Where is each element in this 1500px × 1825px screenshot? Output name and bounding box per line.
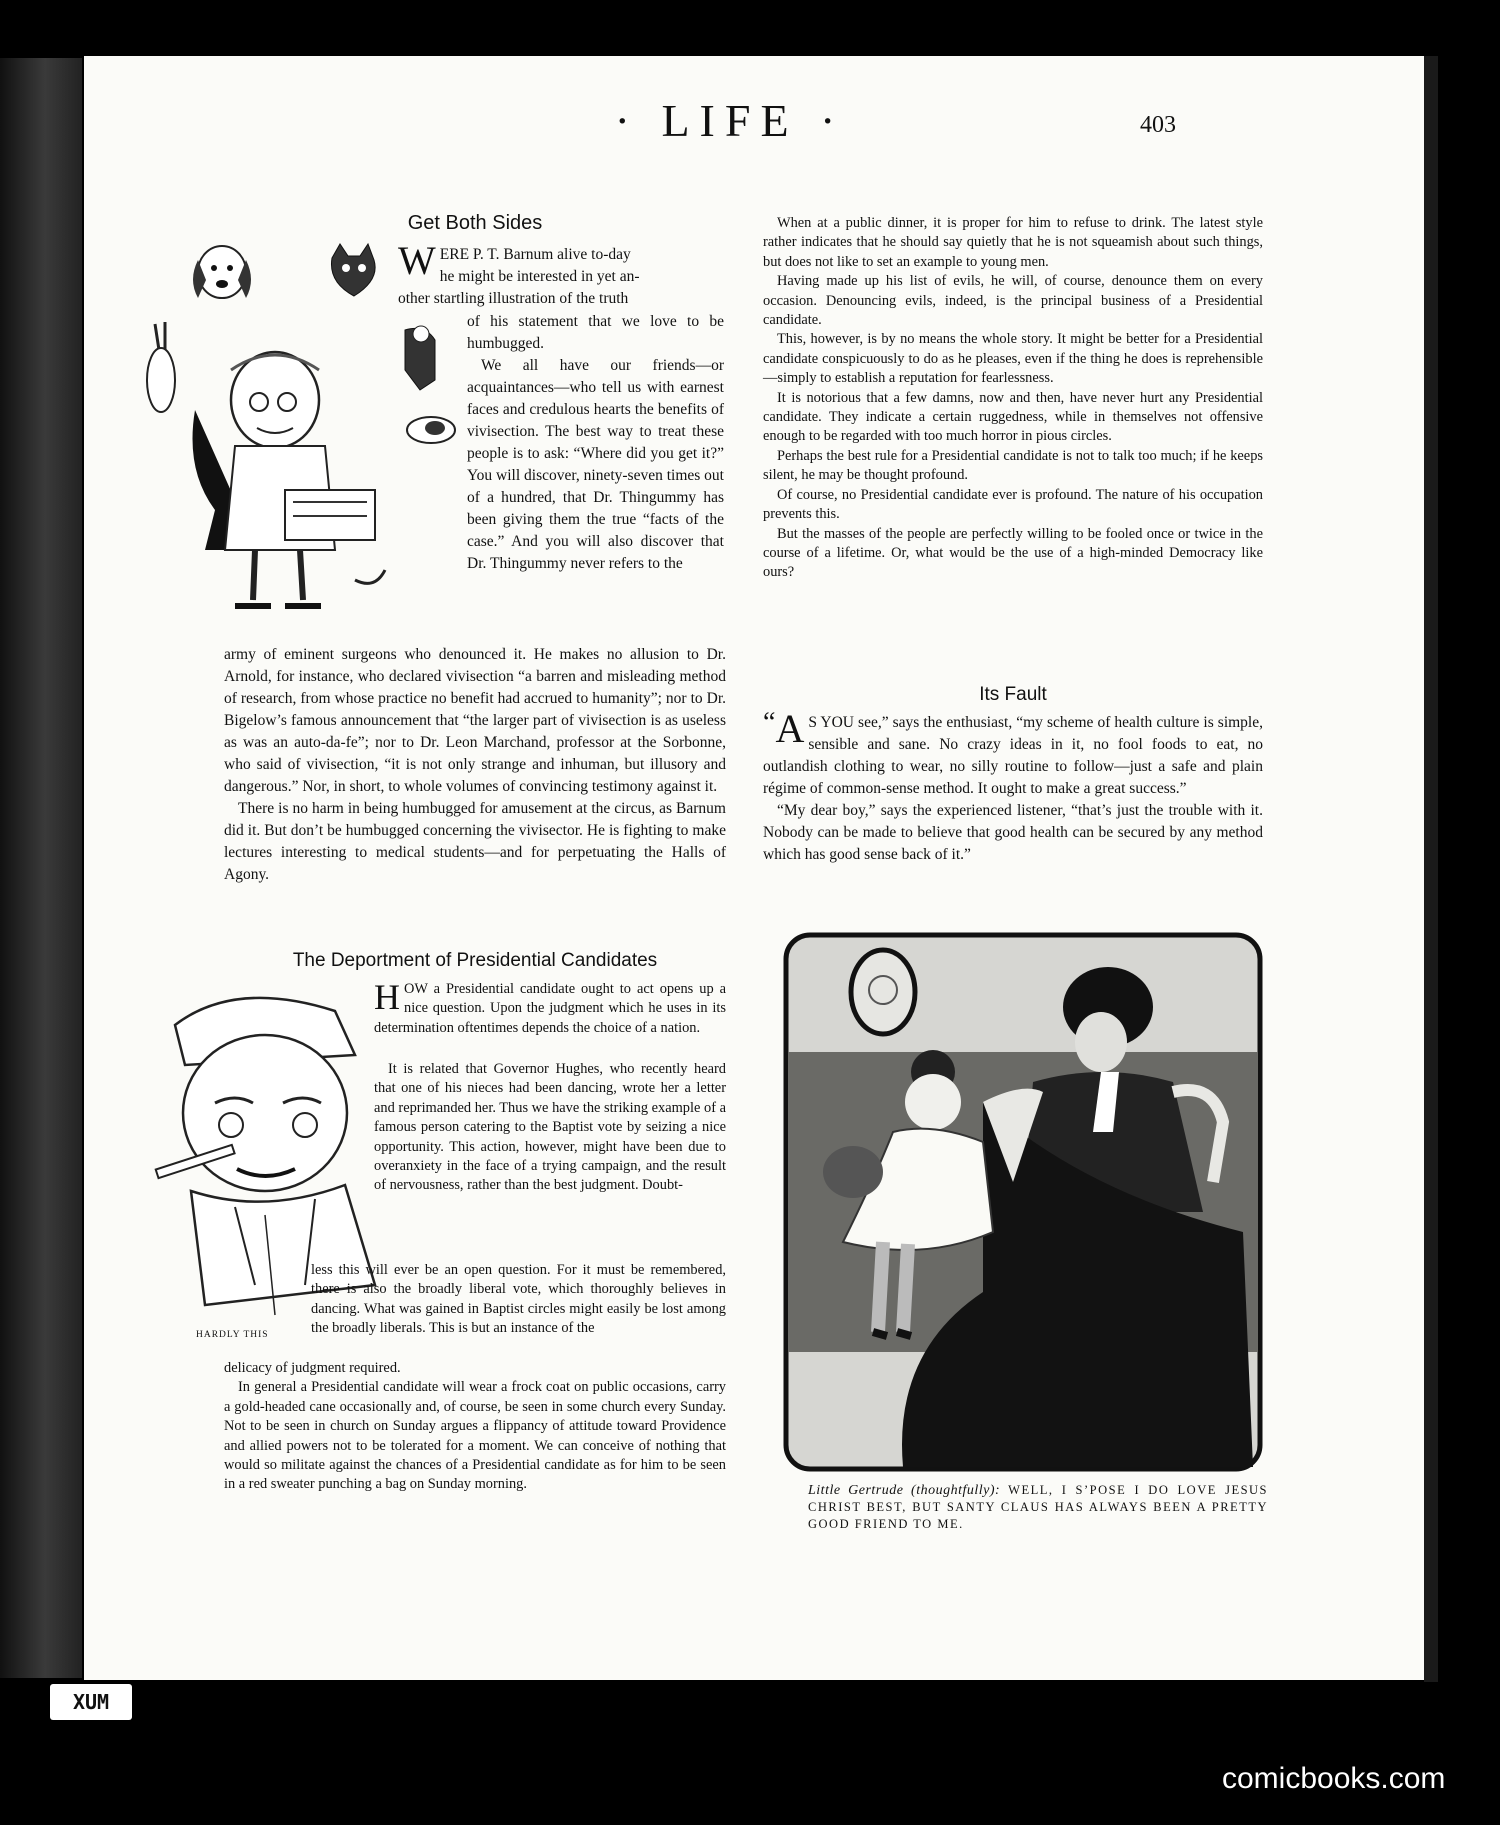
article2-para2-narrow: It is related that Governor Hughes, who recently heard that one of his nieces had been dancing, wrote her a letter and reprimanded her. Thus we have the striking example of a famous person catering to the Baptist vote by seizing a nice opportunity. This action, however, might have been due to overanxiety in the face of a trying campaign, and the result of nervousness, rather than the best judgment. Doubt- [374, 1061, 726, 1194]
page-edge [1424, 56, 1438, 1682]
page-number: 403 [1140, 112, 1176, 138]
illustration-caption-hardly-this: HARDLY THIS [196, 1330, 269, 1340]
eagle-icon [405, 326, 435, 390]
dropcap-a: A [775, 706, 805, 751]
cat-head-icon [331, 244, 375, 296]
continued-para: Of course, no Presidential candidate ever is profound. The nature of his occupation prevents this. [763, 486, 1263, 523]
binding-edge [0, 58, 82, 1678]
article-title-its-fault: Its Fault [979, 684, 1047, 705]
framed-portrait [851, 950, 915, 1034]
continued-para: This, however, is by no means the whole story. It might be better for a Presidential candidate conspicuously to do as he pleases, even if the thing he does is reprehensible—simply to establish a reputation for fearlessness. [763, 331, 1263, 387]
article2-para1: OW a Presidential candidate ought to act opens up a nice question. Upon the judgment which he uses in its determination oftentimes depends the choice of a nation. [374, 981, 726, 1036]
continued-para: Perhaps the best rule for a Presidential candidate is not to talk too much; if he keeps silent, he may be thought profound. [763, 447, 1263, 484]
article1-para3: There is no harm in being humbugged for amusement at the circus, as Barnum did it. But don’t be humbugged concerning the vivisector. He is fighting to make lectures interesting to medical students—and for perpetuating the Halls of Agony. [224, 800, 726, 883]
article2-para3: In general a Presidential candidate will wear a frock coat on public occasions, carry a gold-headed cane occasionally and, of course, be seen in some church every Sunday. Not to be seen in church on Sunday argues a flippancy of attitude toward Providence and allied powers not to be tolerated for a moment. We can conceive of nothing that would so militate against the chances of a Presidential candidate as for him to be seen in a red sweater punching a bag on Sunday morning. [224, 1379, 726, 1493]
article3-para2: “My dear boy,” says the experienced listener, “that’s just the trouble with it. Nobody can be made to believe that good health can be secured by any method which has good sense back of it.” [763, 802, 1263, 863]
caption-speaker: Little Gertrude (thoughtfully): [808, 1483, 1001, 1498]
dropcap-h: H [374, 977, 400, 1017]
article1-para2-full: army of eminent surgeons who denounced it. He makes no allusion to Dr. Arnold, for instance, who declared vivisection “a barren and misleading method of research, from whose practice no benefit had accrued to humanity”; nor to Dr. Bigelow’s famous announcement that “the larger part of vivisection is as useless as was an auto-da-fe”; nor to Dr. Leon Marchand, professor at the Sorbonne, who said of vivisection, “it is not only strange and inhuman, but illusory and dangerous.” Nor, in short, to whole volumes of convincing testimony against it. [224, 646, 726, 795]
caption-text: WELL, I S’POSE I DO LOVE JESUS CHRIST BEST, BUT SANTY CLAUS HAS ALWAYS BEEN A PRETTY GOOD FRIEND TO ME. [808, 1483, 1269, 1531]
article3-para1: S YOU see,” says the enthusiast, “my scheme of health culture is simple, sensible and sane. No crazy ideas in it, no fool foods to eat, no outlandish clothing to wear, no silly routine to follow—just a safe and plain régime of common-sense method. It ought to make a great success.” [763, 714, 1263, 797]
continued-para: It is notorious that a few damns, now and then, have never hurt any Presidential candidate. They indicate a certain ruggedness, while in themselves not offensive enough to be regarded with too much horror in pious circles. [763, 389, 1263, 445]
article-title-deportment: The Deportment of Presidential Candidates [292, 950, 658, 971]
teddy-bear-icon [823, 1146, 883, 1198]
article1-para1-rest: of his statement that we love to be humbugged. [467, 313, 724, 352]
article2-para2-mid: less this will ever be an open question. For it must be remembered, there is also the broadly liberal vote, which thoroughly believes in dancing. What was gained in Baptist circles might easily be lost among the broadly liberals. This is but an instance of the [311, 1262, 726, 1337]
watermark-brand: comicbooks.com [1222, 1762, 1446, 1795]
little-gertrude-cartoon [783, 932, 1263, 1472]
cartoon-caption [808, 1482, 1268, 1533]
article1-para2-wrap: We all have our friends—or acquaintances—who tell us with earnest faces and credulous hearts the benefits of vivisection. The best way to treat these people is to ask: “Where did you get it?” You will discover, ninety-seven times out of a hundred, that Dr. Thingummy has been giving them the true “facts of the case.” And you will also discover that Dr. Thingummy never refers to the [467, 357, 724, 572]
article1-line3: other startling illustration of the truth [398, 290, 629, 307]
article-title-get-both-sides: Get Both Sides [407, 212, 543, 234]
dropcap-w: W [398, 238, 436, 283]
continued-para: But the masses of the people are perfectly willing to be fooled once or twice in the course of a lifetime. Or, what would be the use of a high-minded Democracy like ours? [763, 525, 1263, 581]
dog-head-icon [193, 246, 251, 298]
article1-line1: ERE P. T. Barnum alive to-day [439, 246, 631, 263]
vivisector-figure [193, 352, 386, 606]
article2-para2-full: delicacy of judgment required. [224, 1360, 401, 1376]
archive-tag: XUM [50, 1684, 132, 1720]
masthead-title: · LIFE · [614, 95, 846, 146]
guinea-pig-icon [407, 417, 455, 443]
article1-line2: he might be interested in yet an- [439, 268, 640, 285]
rabbit-icon [147, 322, 175, 412]
continued-para: Having made up his list of evils, he will, of course, denounce them on every occasion. Denouncing evils, indeed, is the principal business of a Presidential candidate. [763, 273, 1263, 329]
doctor-caricature-illustration [135, 320, 480, 625]
article2-continued [763, 214, 1263, 583]
continued-para: When at a public dinner, it is proper for him to refuse to drink. The latest style rather indicates that he should say quietly that he is not squeamish about such things, but does not like to set an example to young men. [763, 215, 1263, 270]
